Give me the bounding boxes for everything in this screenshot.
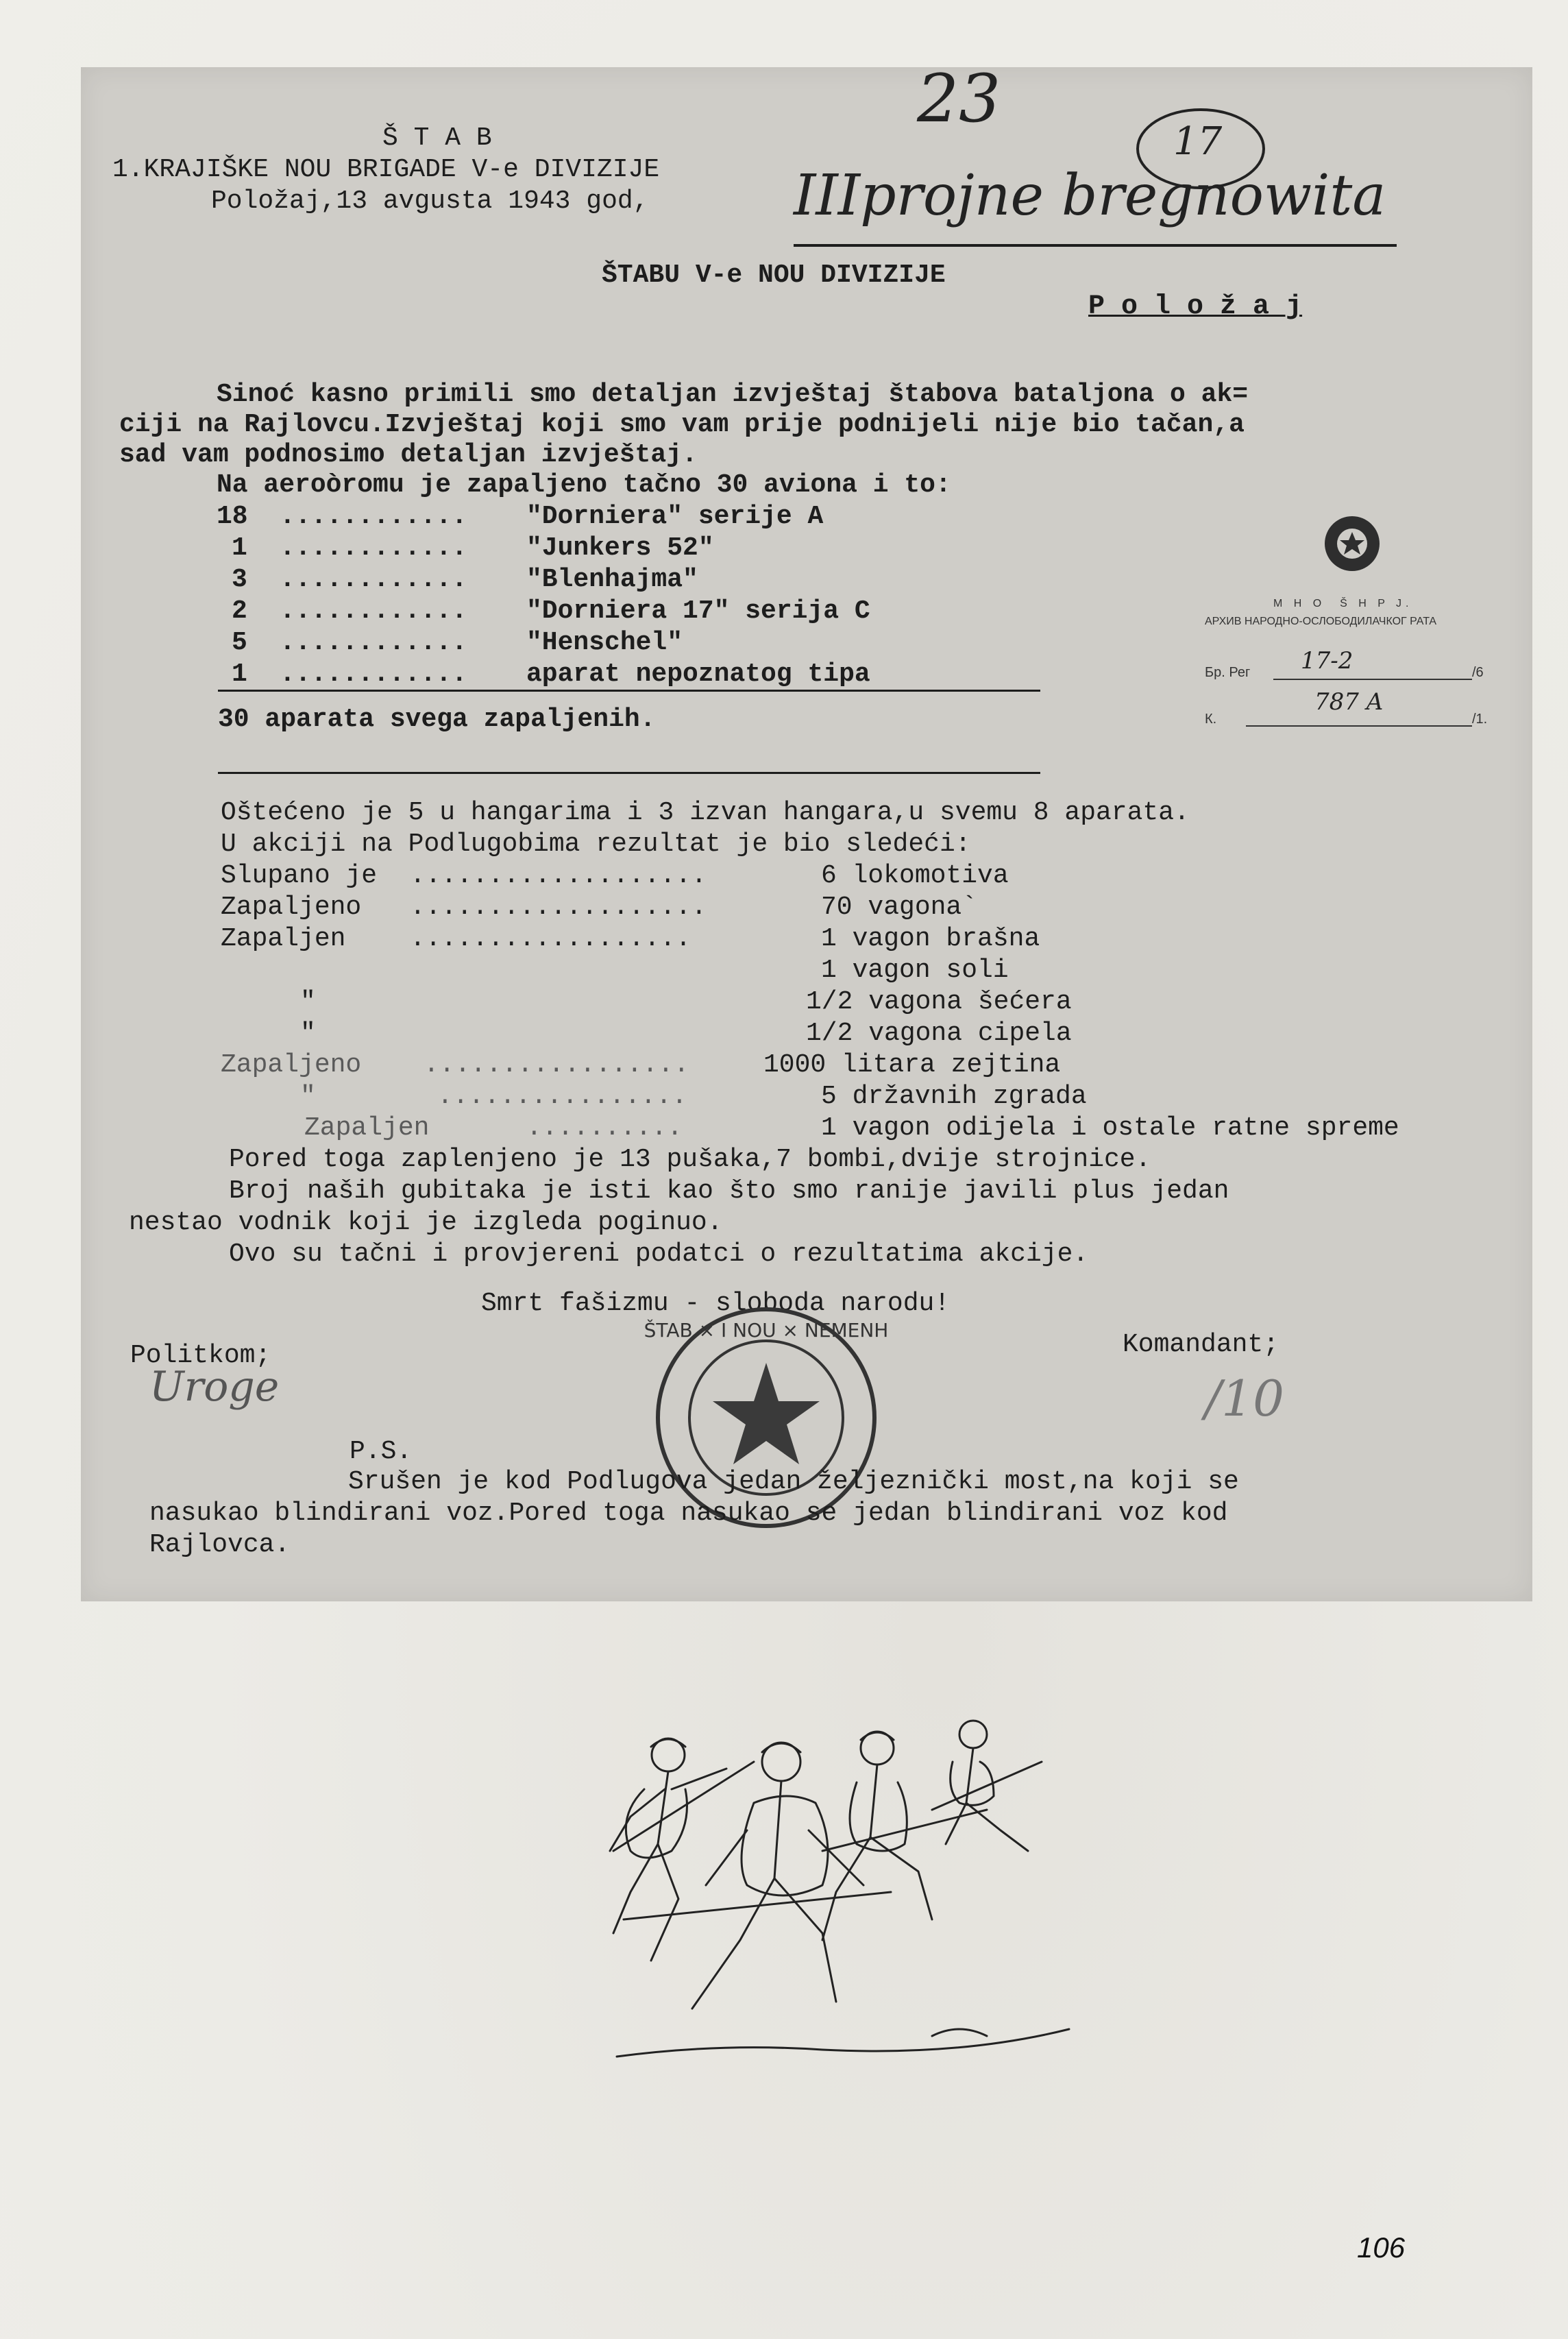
intro-line-1: Sinoć kasno primili smo detaljan izvještaj štabova bataljona o ak= [217,380,1249,409]
aircraft-count: 3 [232,565,247,594]
aircraft-list-underline [218,690,1040,692]
politkom-title: Politkom; [130,1341,271,1370]
aircraft-dots: ............ [280,565,467,594]
stamp-text: ŠTAB × I NOU × NEMENH [644,1319,889,1342]
archive-label-br: Бр. Рег [1205,665,1251,680]
postscript-line-3: Rajlovca. [149,1530,291,1560]
komandant-title: Komandant; [1123,1330,1279,1359]
handwritten-title: IIIprojne bregnowita [794,163,1386,228]
aircraft-name: "Dorniera 17" serija C [526,596,870,626]
result-value: 1 vagon soli [821,956,1009,985]
aircraft-name: "Dorniera" serije A [526,502,824,531]
slogan: Smrt fašizmu - sloboda narodu! [481,1289,951,1318]
closing-line-2: Broj naših gubitaka je isti kao što smo ranije javili plus jedan [229,1176,1229,1206]
aircraft-dots: ............ [280,533,467,563]
archive-underline-br [1273,679,1472,680]
result-value: 1/2 vagona šećera [806,987,1072,1017]
aircraft-dots: ............ [280,502,467,531]
aircraft-dots: ............ [280,628,467,657]
result-value: 1000 litara zejtina [763,1050,1061,1080]
intro-line-3: sad vam podnosimo detaljan izvještaj. [119,440,698,470]
result-dots: ................ [437,1082,687,1111]
archive-emblem-icon [1321,513,1383,574]
closing-line-1: Pored toga zaplenjeno je 13 pušaka,7 bombi,dvije strojnice. [229,1145,1151,1174]
document-scan [81,67,1532,1601]
result-value: 1/2 vagona cipela [806,1019,1072,1048]
archive-label-k: К. [1205,712,1217,727]
intro-line-4: Na aeroòromu je zapaljeno tačno 30 aviona i to: [217,470,951,500]
intro-line-2: ciji na Rajlovcu.Izvještaj koji smo vam prije podnijeli nije bio tačan,a [119,410,1245,439]
archive-line-1: M H O Š H P J. [1273,598,1413,609]
header-stab: Š T A B [382,123,492,153]
result-value: 70 vagona` [821,893,978,922]
aircraft-count: 1 [232,659,247,689]
archive-suffix-k: /1. [1472,712,1488,727]
result-dots: ................. [424,1050,689,1080]
archive-line-2: АРХИВ НАРОДНО-ОСЛОБОДИЛАЧКОГ РАТА [1205,616,1437,627]
result-value: 6 lokomotiva [821,861,1009,890]
result-label: Zapaljen [304,1113,430,1143]
aircraft-count: 1 [232,533,247,563]
archive-underline-k [1246,725,1472,727]
handwritten-page-ref: 23 [917,67,1001,137]
closing-line-3: nestao vodnik koji je izgleda poginuo. [129,1208,723,1237]
aircraft-count: 5 [232,628,247,657]
archive-suffix-br: /6 [1472,665,1484,680]
aircraft-name: "Henschel" [526,628,683,657]
komandant-signature: /10 [1205,1370,1284,1427]
header-brigade: 1.KRAJIŠKE NOU BRIGADE V-e DIVIZIJE [112,155,660,184]
result-dots: .................. [410,924,691,954]
result-label: " [300,1019,316,1048]
postscript-label: P.S. [350,1437,413,1466]
postscript-line-1: Srušen je kod Podlugova jedan željeznički most,na koji se [348,1467,1239,1496]
closing-line-4: Ovo su tačni i provjereni podatci o rezultatima akcije. [229,1239,1089,1269]
partisans-illustration [548,1714,1097,2098]
result-label: Zapaljen [221,924,346,954]
result-label: Zapaljeno [221,893,362,922]
result-dots: .......... [526,1113,683,1143]
aircraft-count: 18 [217,502,248,531]
result-label: " [300,1082,316,1111]
results-intro-1: Oštećeno je 5 u hangarima i 3 izvan hangara,u svemu 8 aparata. [221,798,1190,827]
archive-value-k: 787 A [1314,688,1384,716]
circled-ref-number: 17 [1173,119,1223,164]
result-value: 5 državnih zgrada [821,1082,1087,1111]
archive-value-br: 17-2 [1301,647,1353,675]
result-dots: ................... [410,893,707,922]
header-place-date: Položaj,13 avgusta 1943 god, [211,186,649,216]
aircraft-count: 2 [232,596,247,626]
aircraft-name: "Blenhajma" [526,565,698,594]
aircraft-name: aparat nepoznatog tipa [526,659,870,689]
aircraft-total: 30 aparata svega zapaljenih. [218,705,656,734]
result-label: Slupano je [221,861,378,890]
handwritten-title-underline [794,244,1397,247]
section-divider [218,772,1040,774]
result-dots: ................... [410,861,707,890]
result-label: Zapaljeno [221,1050,362,1080]
recipient-addressee: ŠTABU V-e NOU DIVIZIJE [602,260,946,290]
aircraft-name: "Junkers 52" [526,533,714,563]
postscript-line-2: nasukao blindirani voz.Pored toga nasukao se jedan blindirani voz kod [149,1499,1228,1528]
aircraft-dots: ............ [280,596,467,626]
recipient-location: P o l o ž a j [1088,291,1303,322]
aircraft-dots: ............ [280,659,467,689]
politkom-signature: Uroge [149,1363,280,1411]
page-number: 106 [1357,2231,1406,2264]
result-value: 1 vagon odijela i ostale ratne spreme [821,1113,1399,1143]
results-intro-2: U akciji na Podlugobima rezultat je bio sledeći: [221,829,971,859]
result-value: 1 vagon brašna [821,924,1040,954]
result-label: " [300,987,316,1017]
